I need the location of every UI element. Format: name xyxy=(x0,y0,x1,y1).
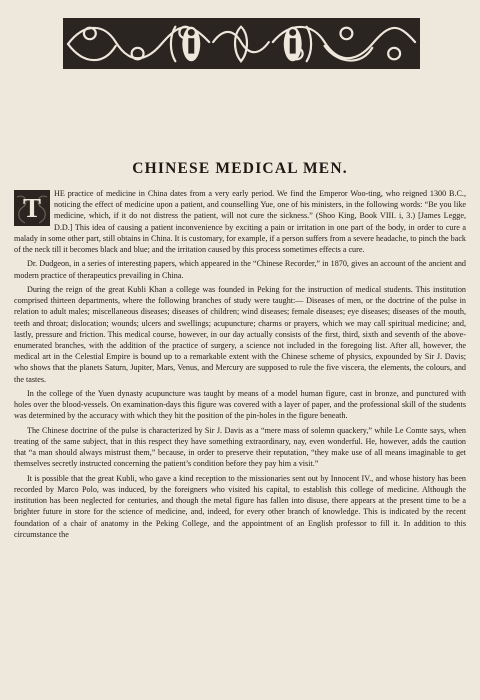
ornamental-headpiece xyxy=(63,18,420,69)
paragraph: Dr. Dudgeon, in a series of interesting papers, which appeared in the “Chinese Recorder,” in 1870, gives an account of the ancient and modern practice of therapeutics prevailing in China. xyxy=(14,259,466,280)
article-title: CHINESE MEDICAL MEN. xyxy=(132,160,348,177)
paragraph-text: HE practice of medicine in China dates from a very early period. We find the Emperor Woo-ting, who reigned 1300 B.C., noticing the effect of medicine upon a patient, and counselling Yue, one of his ministers, in the following words: “Be you like medicine, which, if it do not distress the patient, will not cure the sickness.” (Shoo King, Book VIII. i, 3.) [James Legge, D.D.] This idea of causing a patient inconvenience by exciting a pain or irritation in one part of the body, in order to cure a malady in some other part, still obtains in China. It is customary, for example, if a person suffers from a severe headache, to pinch the back of the neck till it becomes black and blue; and the irritation caused by this process sometimes effects a cure. xyxy=(14,189,466,255)
paragraph: In the college of the Yuen dynasty acupuncture was taught by means of a model human figure, cast in bronze, and punctured with holes over the blood-vessels. On examination-days this figure was covered with a layer of paper, and the professional skill of the students was determined by the accuracy with which they hit the position of the pin-holes in the figure beneath. xyxy=(14,389,466,421)
paragraph xyxy=(14,188,466,255)
decorated-initial xyxy=(14,190,50,226)
initial-letter: T xyxy=(22,193,41,223)
paragraph: The Chinese doctrine of the pulse is characterized by Sir J. Davis as a “mere mass of solemn quackery,” while Le Comte says, when treating of the same subject, that in this respect they have something extraordinary, nay, even wonderful. He, however, adds the caution that “a man should always mistrust them,” because, in order to preserve their reputation, “they make use of all means imaginable to get themselves secretly instructed concerning the patient’s condition before they pay him a visit.” xyxy=(14,425,466,469)
paragraph: During the reign of the great Kubli Khan a college was founded in Peking for the instruction of medical students. This institution comprised thirteen departments, where the following branches of study were taught:— Diseases of men, or the doctrine of the pulse in relation to adult males; miscellaneous diseases; diseases of children; wind diseases; female diseases; eye diseases; diseases of the mouth, teeth and throat; dislocation; wounds; ulcers and swellings; acupuncture; charms or prayers, which we may call spiritual medicine; and, lastly, pressure and friction. This medical course, however, in our day actually consists of the first, third, sixth and seventh of the above-enumerated branches, with the addition of the practice of surgery, a science not included in the foregoing list. After all, however, the medical art in the Celestial Empire is bound up to a remarkable extent with the Chinese scheme of physics, expounded by Sir J. Davis; who shows that the planets Saturn, Jupiter, Mars, Venus, and Mercury are supposed to rule the five viscera, the elements, the colours, and the tastes. xyxy=(14,285,466,384)
paragraph: It is possible that the great Kubli, who gave a kind reception to the missionaries sent out by Innocent IV., and whose history has been recorded by Marco Polo, was induced, by the foreigners who visited his capital, to establish this college of medicine. Although the institution has been neglected for centuries, and though the metal figure has fallen into disuse, there appears at the present time to be a brighter future in store for the science of medicine, and, indeed, for every other branch of knowledge. This is indicated by the recent foundation of a chair of anatomy in the Peking College, and the appointment of an English professor to fill it. In addition to this circumstance the xyxy=(14,473,466,539)
floral-ornament xyxy=(64,19,419,68)
article-body xyxy=(14,188,466,543)
